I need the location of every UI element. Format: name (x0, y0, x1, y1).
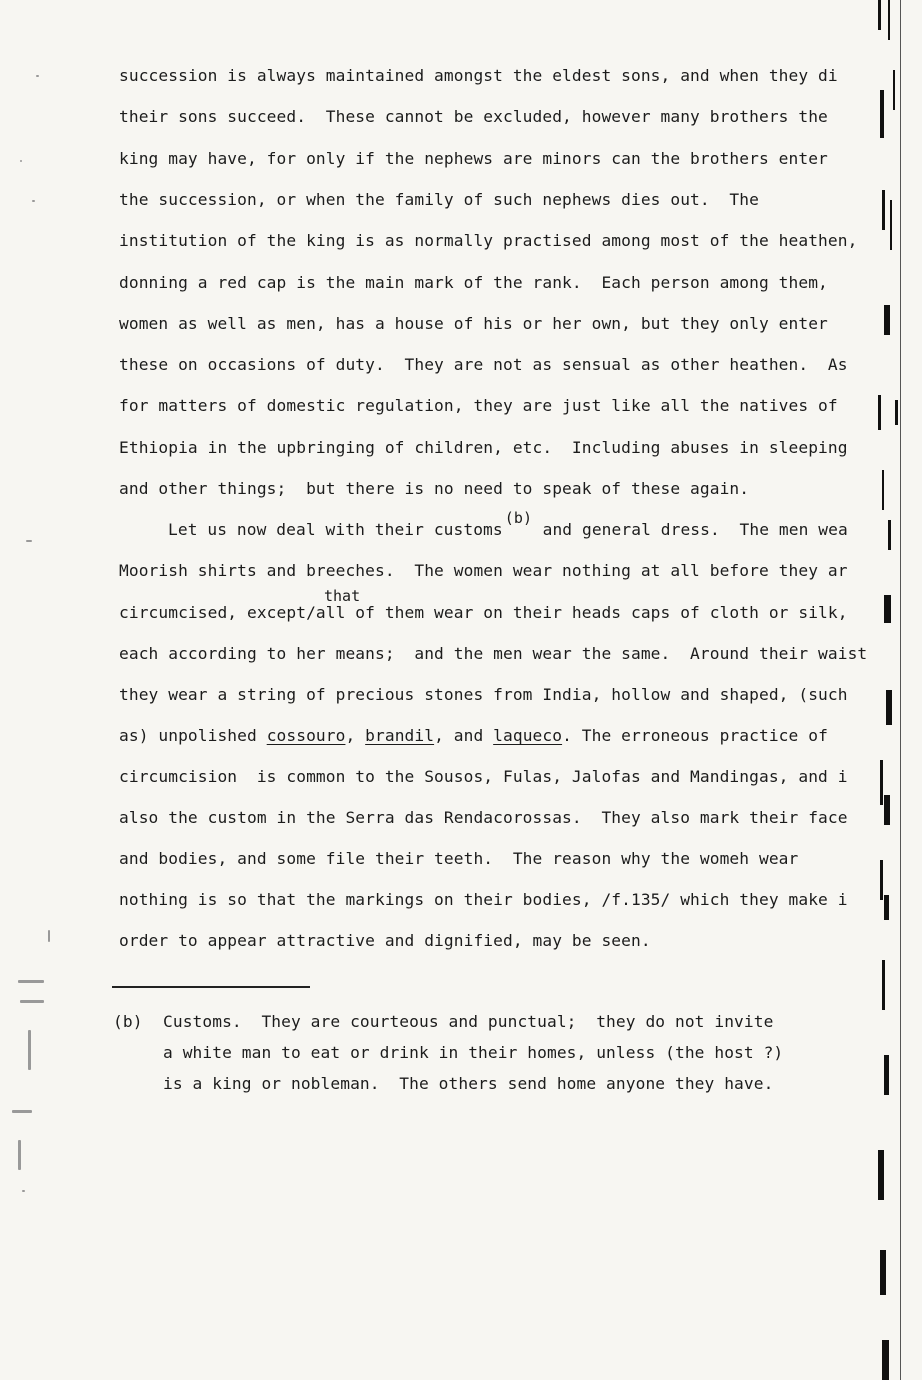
body-line-12-part-b: and general dress. The men wea (532, 520, 848, 539)
body-line-22: order to appear attractive and dignified, may be seen. (119, 931, 651, 950)
body-line-4: the succession, or when the family of such nephews dies out. The (119, 190, 759, 209)
interlinear-insertion: that (324, 587, 361, 605)
footnote-line-3: is a king or nobleman. The others send home anyone they have. (163, 1074, 774, 1093)
term-cossouro: cossouro (266, 726, 346, 745)
body-line-11: and other things; but there is no need to speak of these again. (119, 479, 750, 498)
body-line-7: women as well as men, has a house of his or her own, but they only enter (119, 314, 828, 333)
body-line-17-part-c: , and (434, 726, 494, 745)
body-line-6: donning a red cap is the main mark of the rank. Each person among them, (119, 273, 828, 292)
body-line-15: each according to her means; and the men wear the same. Around their waist (119, 644, 868, 663)
body-line-17-part-a: as) unpolished (119, 726, 267, 745)
body-line-12 (168, 509, 848, 540)
body-line-20: and bodies, and some file their teeth. The reason why the womeh wear (119, 849, 799, 868)
body-line-16: they wear a string of precious stones from India, hollow and shaped, (such (119, 685, 848, 704)
term-laqueco: laqueco (493, 726, 563, 745)
footnote-reference: (b) (504, 509, 533, 527)
footnote-line-2: a white man to eat or drink in their homes, unless (the host ?) (163, 1043, 784, 1062)
body-line-17 (119, 726, 828, 746)
body-line-12-part-a: Let us now deal with their customs (168, 520, 503, 539)
body-line-13: Moorish shirts and breeches. The women wear nothing at all before they ar (119, 561, 848, 580)
term-brandil: brandil (365, 726, 435, 745)
footnote-line-1: Customs. They are courteous and punctual; they do not invite (163, 1012, 774, 1031)
footnote-separator (112, 986, 310, 988)
body-line-10: Ethiopia in the upbringing of children, etc. Including abuses in sleeping (119, 438, 848, 457)
body-line-14: circumcised, except/all of them wear on their heads caps of cloth or silk, (119, 603, 848, 622)
body-line-5: institution of the king is as normally practised among most of the heathen, (119, 231, 858, 250)
body-line-8: these on occasions of duty. They are not as sensual as other heathen. As (119, 355, 848, 374)
body-line-1: succession is always maintained amongst the eldest sons, and when they di (119, 66, 838, 85)
body-line-18: circumcision is common to the Sousos, Fulas, Jalofas and Mandingas, and i (119, 767, 848, 786)
body-line-17-part-d: . The erroneous practice of (562, 726, 828, 745)
body-line-21: nothing is so that the markings on their bodies, /f.135/ which they make i (119, 890, 848, 909)
body-line-9: for matters of domestic regulation, they are just like all the natives of (119, 396, 838, 415)
footnote-marker: (b) (113, 1012, 143, 1031)
body-line-2: their sons succeed. These cannot be excluded, however many brothers the (119, 107, 828, 126)
body-line-3: king may have, for only if the nephews are minors can the brothers enter (119, 149, 828, 168)
body-line-19: also the custom in the Serra das Rendacorossas. They also mark their face (119, 808, 848, 827)
body-line-17-part-b: , (345, 726, 366, 745)
